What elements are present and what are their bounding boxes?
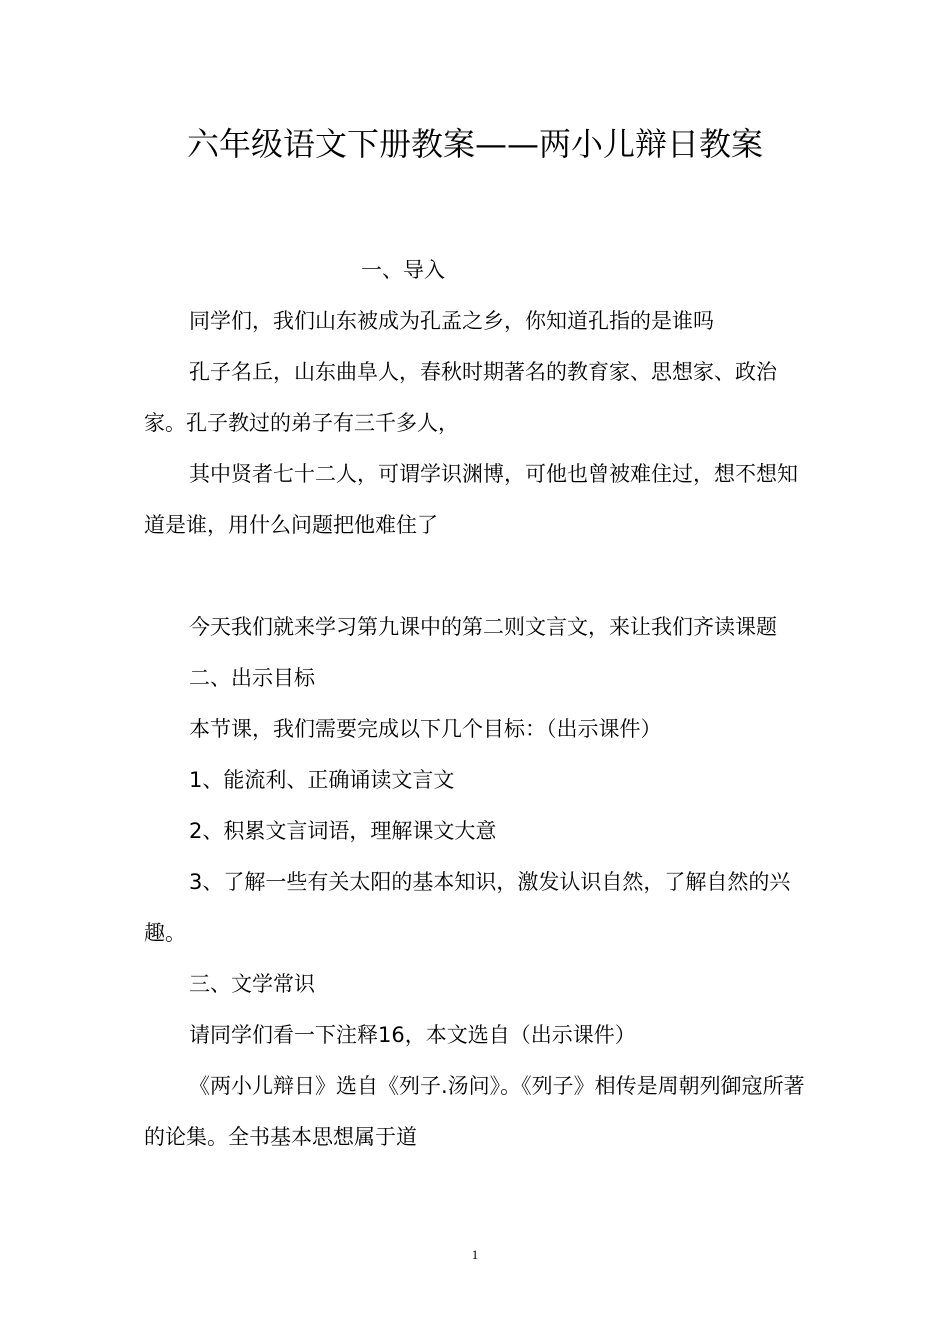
paragraph: 孔子名丘，山东曲阜人，春秋时期著名的教育家、思想家、政治家。孔子教过的弟子有三千多人， xyxy=(144,360,777,435)
paragraph: 《两小儿辩日》选自《列子.汤问》。《列子》相传是周朝列御寇所著的论集。全书基本思想属于道 xyxy=(144,1074,805,1149)
paragraph: 其中贤者七十二人，可谓学识渊博，可他也曾被难住过，想不想知道是谁，用什么问题把他难住了 xyxy=(144,462,798,537)
page-number: 1 xyxy=(471,1247,479,1262)
list-item: 2、积累文言词语，理解课文大意 xyxy=(189,819,497,843)
paragraph-gap xyxy=(144,551,806,602)
section-heading-goals: 二、出示目标 xyxy=(189,666,315,690)
paragraph: 同学们，我们山东被成为孔孟之乡，你知道孔指的是谁吗 xyxy=(189,309,714,333)
list-item: 1、能流利、正确诵读文言文 xyxy=(189,768,455,792)
paragraph: 今天我们就来学习第九课中的第二则文言文，来让我们齐读课题 xyxy=(189,615,777,639)
document-body xyxy=(144,245,806,1163)
paragraph: 本节课，我们需要完成以下几个目标：（出示课件） xyxy=(189,717,662,741)
document-title: 六年级语文下册教案——两小儿辩日教案 xyxy=(186,125,763,163)
list-item: 3、了解一些有关太阳的基本知识，激发认识自然，了解自然的兴趣。 xyxy=(144,870,791,945)
section-heading-literature: 三、文学常识 xyxy=(189,972,315,996)
section-heading-intro: 一、导入 xyxy=(361,258,445,282)
paragraph: 请同学们看一下注释16，本文选自（出示课件） xyxy=(189,1023,636,1047)
